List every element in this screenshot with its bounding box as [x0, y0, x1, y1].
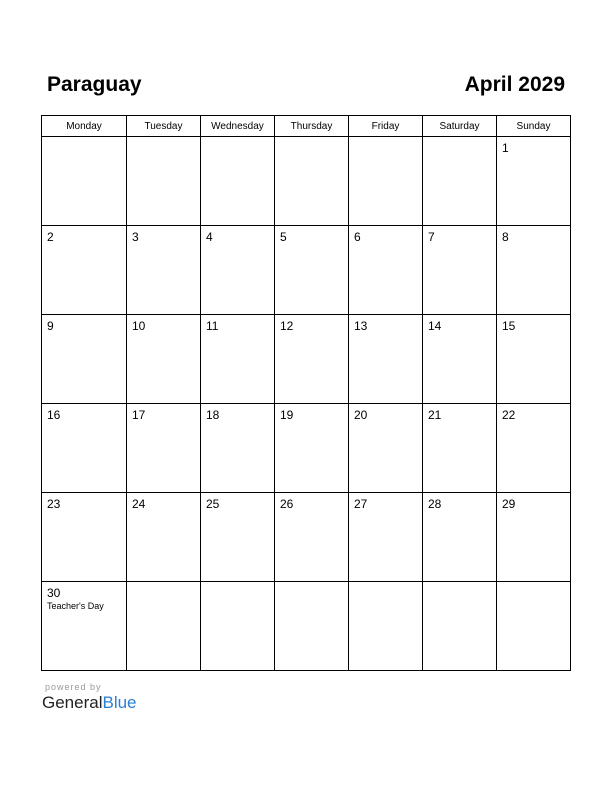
- day-number: 19: [280, 408, 294, 422]
- day-number: 9: [47, 319, 54, 333]
- day-cell: [127, 582, 201, 671]
- day-cell: [423, 226, 497, 315]
- day-number: 17: [132, 408, 146, 422]
- day-cell: [497, 137, 571, 226]
- day-cell: [423, 582, 497, 671]
- day-number: 16: [47, 408, 61, 422]
- day-number: 4: [206, 230, 213, 244]
- day-cell: [423, 137, 497, 226]
- day-number: 23: [47, 497, 61, 511]
- day-cell: [349, 226, 423, 315]
- weekday-header-row: [42, 116, 571, 137]
- day-cell: [423, 404, 497, 493]
- day-cell: [42, 137, 127, 226]
- day-cell: [201, 404, 275, 493]
- day-cell: [497, 315, 571, 404]
- day-cell: [201, 315, 275, 404]
- day-cell: [497, 582, 571, 671]
- week-row: [42, 137, 571, 226]
- day-cell: [127, 226, 201, 315]
- holiday-label: Teacher's Day: [47, 601, 104, 611]
- week-row: [42, 226, 571, 315]
- day-number: 18: [206, 408, 220, 422]
- day-number: 3: [132, 230, 139, 244]
- day-number: 11: [206, 319, 219, 333]
- week-row: [42, 493, 571, 582]
- day-number: 2: [47, 230, 54, 244]
- day-cell: [201, 582, 275, 671]
- country-title: Paraguay: [47, 73, 142, 96]
- day-cell: [275, 582, 349, 671]
- day-cell: [127, 315, 201, 404]
- day-number: 6: [354, 230, 361, 244]
- day-cell: [275, 404, 349, 493]
- day-number: 15: [502, 319, 516, 333]
- day-cell: [349, 582, 423, 671]
- day-number: 30: [47, 586, 61, 600]
- day-cell: [275, 137, 349, 226]
- week-row: [42, 315, 571, 404]
- day-cell: [275, 226, 349, 315]
- day-number: 22: [502, 408, 516, 422]
- generalblue-logo[interactable]: [42, 693, 137, 713]
- day-cell: [423, 493, 497, 582]
- day-number: 28: [428, 497, 442, 511]
- week-row: [42, 404, 571, 493]
- weekday-friday: Friday: [349, 116, 423, 137]
- day-cell: [497, 226, 571, 315]
- day-number: 20: [354, 408, 368, 422]
- day-number: 26: [280, 497, 294, 511]
- calendar-grid: [41, 115, 571, 671]
- day-cell: [201, 137, 275, 226]
- day-number: 25: [206, 497, 220, 511]
- day-cell: [201, 493, 275, 582]
- day-cell: [42, 404, 127, 493]
- weekday-tuesday: Tuesday: [127, 116, 201, 137]
- day-cell: [349, 493, 423, 582]
- day-number: 8: [502, 230, 509, 244]
- day-cell: [42, 315, 127, 404]
- weekday-wednesday: Wednesday: [201, 116, 275, 137]
- day-cell: [275, 315, 349, 404]
- brand-general-text: General: [42, 693, 103, 712]
- day-number: 21: [428, 408, 442, 422]
- week-row: [42, 582, 571, 671]
- brand-blue-text: Blue: [102, 693, 137, 712]
- day-number: 7: [428, 230, 435, 244]
- day-cell: [42, 226, 127, 315]
- powered-by-label: powered by: [45, 682, 102, 692]
- day-number: 14: [428, 319, 442, 333]
- day-cell: [349, 315, 423, 404]
- day-cell: [423, 315, 497, 404]
- day-number: 1: [502, 141, 509, 155]
- day-cell: [349, 137, 423, 226]
- weekday-monday: Monday: [42, 116, 127, 137]
- day-number: 13: [354, 319, 368, 333]
- day-cell: [275, 493, 349, 582]
- day-number: 10: [132, 319, 146, 333]
- day-number: 24: [132, 497, 146, 511]
- weekday-saturday: Saturday: [423, 116, 497, 137]
- day-cell: [42, 493, 127, 582]
- day-number: 12: [280, 319, 294, 333]
- day-cell: [497, 404, 571, 493]
- day-number: 5: [280, 230, 287, 244]
- day-cell: [42, 582, 127, 671]
- weekday-sunday: Sunday: [497, 116, 571, 137]
- month-year-title: April 2029: [464, 73, 565, 96]
- day-cell: [201, 226, 275, 315]
- day-cell: [127, 493, 201, 582]
- day-number: 27: [354, 497, 368, 511]
- day-cell: [349, 404, 423, 493]
- day-cell: [127, 404, 201, 493]
- day-cell: [497, 493, 571, 582]
- weekday-thursday: Thursday: [275, 116, 349, 137]
- day-number: 29: [502, 497, 516, 511]
- day-cell: [127, 137, 201, 226]
